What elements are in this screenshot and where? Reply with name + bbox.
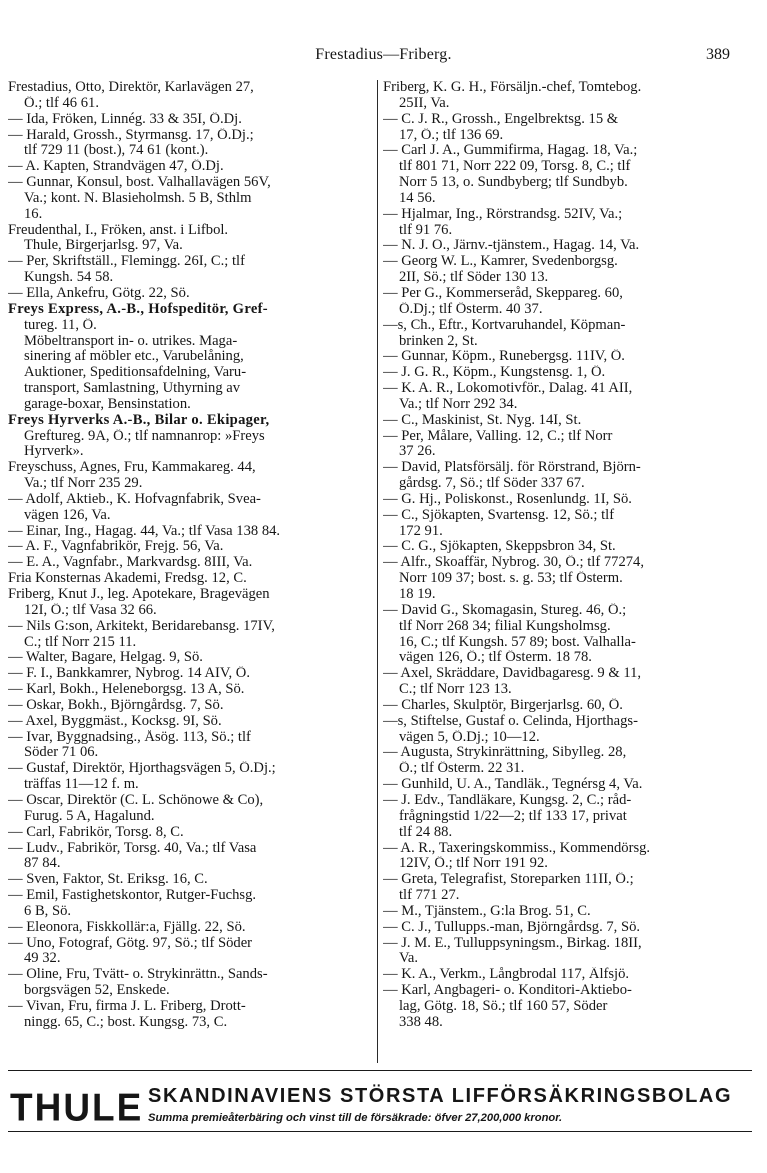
right-column-line: — N. J. O., Järnv.-tjänstem., Hagag. 14, Va. [383,238,640,254]
right-column-line: —s, Ch., Eftr., Kortvaruhandel, Köpman- [383,317,626,333]
left-column-line: — Ella, Ankefru, Götg. 22, Sö. [8,285,190,301]
left-column-line: Auktioner, Speditionsafdelning, Varu- [24,365,247,381]
footer-slogan: SKANDINAVIENS STÖRSTA LIFFÖRSÄKRINGSBOLAG [148,1085,733,1107]
left-column-line: sinering af möbler etc., Varubelåning, [24,349,244,365]
left-column-line: transport, Samlastning, Uthyrning av [24,381,241,397]
right-column-line: 16, C.; tlf Kungsh. 57 89; bost. Valhalla- [399,634,636,650]
left-column-line: — Oline, Fru, Tvätt- o. Strykinrättn., Sands- [8,967,268,983]
right-column-line: 2II, Sö.; tlf Söder 130 13. [399,270,549,286]
right-column-line: Ö.; tlf Österm. 22 31. [399,761,525,777]
left-column-line: — Walter, Bagare, Helgag. 9, Sö. [8,650,203,666]
right-column-line: 37 26. [399,444,436,460]
footer-rule-bottom [8,1131,752,1132]
left-column-line: Kungsh. 54 58. [24,270,114,286]
right-column-line: — C. J. R., Grossh., Engelbrektsg. 15 & [383,111,619,127]
right-column-line: tlf 801 71, Norr 222 09, Torsg. 8, C.; tlf [399,159,631,175]
left-column-line: — Ida, Fröken, Linnég. 33 & 35I, Ö.Dj. [8,111,242,127]
right-column-line: lag, Götg. 18, Sö.; tlf 160 57, Söder [399,998,608,1014]
left-column-line: — F. I., Bankkamrer, Nybrog. 14 AIV, Ö. [8,666,250,682]
left-column-line: 16. [24,206,43,222]
left-column-line: — Eleonora, Fiskkollär:a, Fjällg. 22, Sö. [8,919,246,935]
footer-rule-top [8,1070,752,1071]
right-column-line: — Gunhild, U. A., Tandläk., Tegnérsg 4, Va. [383,777,643,793]
right-column-line: —s, Stiftelse, Gustaf o. Celinda, Hjorthags- [383,713,638,729]
right-column-line: — A. R., Taxeringskommiss., Kommendörsg. [383,840,651,856]
left-column-line: 49 32. [24,951,61,967]
left-column-line: Va.; tlf Norr 235 29. [24,476,143,492]
left-column-line: — A. F., Vagnfabrikör, Frejg. 56, Va. [8,539,224,555]
left-column-line: Hyrverk». [24,444,84,460]
left-column-line: Möbeltransport in- o. utrikes. Maga- [24,333,238,349]
right-column-line: Va. [399,951,419,967]
column-divider [377,80,378,1063]
right-column-line: Norr 5 13, o. Sundbyberg; tlf Sundbyb. [399,175,628,191]
left-column-line: tureg. 11, Ö. [24,317,97,333]
right-column-line: — C. J., Tullupps.-man, Björngårdsg. 7, Sö. [383,919,641,935]
left-column-line: 12I, Ö.; tlf Vasa 32 66. [24,602,157,618]
left-column-line: — Emil, Fastighetskontor, Rutger-Fuchsg. [8,888,257,904]
left-column-line: Freyschuss, Agnes, Fru, Kammakareg. 44, [8,460,256,476]
left-column-line: — Harald, Grossh., Styrmansg. 17, Ö.Dj.; [8,127,254,143]
right-column-line: — Hjalmar, Ing., Rörstrandsg. 52IV, Va.; [383,206,623,222]
left-column-line: — E. A., Vagnfabr., Markvardsg. 8III, Va. [8,555,253,571]
left-column-line: 87 84. [24,856,61,872]
right-column-line: Ö.Dj.; tlf Österm. 40 37. [399,301,543,317]
left-column-line: Freys Hyrverks A.-B., Bilar o. Ekipager, [8,412,270,428]
left-column-line: Freudenthal, I., Fröken, anst. i Lifbol. [8,222,229,238]
right-column-line: vägen 5, Ö.Dj.; 10—12. [399,729,540,745]
left-column-line: Söder 71 06. [24,745,99,761]
right-column-line: 25II, Va. [399,95,450,111]
right-column-line: — Karl, Angbageri- o. Konditori-Aktiebo- [383,983,632,999]
right-column-line: — Carl J. A., Gummifirma, Hagag. 18, Va.; [383,143,638,159]
right-column-line: tlf Norr 268 34; filial Kungsholmsg. [399,618,611,634]
right-column-line: 12IV, Ö.; tlf Norr 191 92. [399,856,548,872]
right-column-line: — Greta, Telegrafist, Storeparken 11II, Ö.; [383,872,634,888]
right-column-line: — Gunnar, Köpm., Runebergsg. 11IV, Ö. [383,349,625,365]
right-column-line: — G. Hj., Poliskonst., Rosenlundg. 1I, Sö. [383,491,632,507]
left-column-line: — Sven, Faktor, St. Eriksg. 16, C. [8,872,208,888]
left-column-line: träffas 11—12 f. m. [24,777,139,793]
left-column-line: vägen 126, Va. [24,507,111,523]
left-column-line: — Oscar, Direktör (C. L. Schönowe & Co), [8,792,264,808]
footer-note: Summa premieåterbäring och vinst till de försäkrade: öfver 27,200,000 kronor. [148,1112,563,1124]
left-column-line: — Per, Skriftställ., Flemingg. 26I, C.; tlf [8,254,245,270]
right-column-line: vägen 126, Ö.; tlf Österm. 18 78. [399,650,592,666]
left-column-line: — Carl, Fabrikör, Torsg. 8, C. [8,824,184,840]
left-column-line: — Karl, Bokh., Heleneborgsg. 13 A, Sö. [8,682,245,698]
right-column-line: tlf 771 27. [399,888,460,904]
right-column-line: — C., Sjökapten, Svartensg. 12, Sö.; tlf [383,507,615,523]
right-column-line: — J. Edv., Tandläkare, Kungsg. 2, C.; råd- [383,792,632,808]
left-column-line: — Uno, Fotograf, Götg. 97, Sö.; tlf Söder [8,935,253,951]
right-column-line: — Per G., Kommerseråd, Skeppareg. 60, [383,285,623,301]
page-header [0,46,767,68]
right-column-line: — M., Tjänstem., G:la Brog. 51, C. [383,903,591,919]
left-column-line: Freys Express, A.-B., Hofspeditör, Gref- [8,301,268,317]
left-column-line: — Nils G:son, Arkitekt, Beridarebansg. 17IV, [8,618,275,634]
left-column-line: — Ludv., Fabrikör, Torsg. 40, Va.; tlf Vasa [8,840,257,856]
left-column-line: — Gunnar, Konsul, bost. Valhallavägen 56V, [8,175,271,191]
left-column-line: — Einar, Ing., Hagag. 44, Va.; tlf Vasa 138 84. [8,523,281,539]
left-column-line: Greftureg. 9A, Ö.; tlf namnanrop: »Freys [24,428,265,444]
left-column-line: borgsvägen 52, Enskede. [24,983,170,999]
footer-brand: THULE [10,1085,144,1129]
right-column-line: — J. M. E., Tulluppsyningsm., Birkag. 18II, [383,935,642,951]
right-column-line: tlf 91 76. [399,222,453,238]
right-column-line: Norr 109 37; bost. s. g. 53; tlf Österm. [399,571,623,587]
right-column-line: — David, Platsförsälj. för Rörstrand, Björn- [383,460,641,476]
left-column-line: Fria Konsternas Akademi, Fredsg. 12, C. [8,571,247,587]
right-column-line: 14 56. [399,190,436,206]
right-column [383,80,753,1031]
left-column [8,80,375,1031]
left-column-line: — Ivar, Byggnadsing., Åsög. 113, Sö.; tlf [8,729,251,745]
left-column-line: — Oskar, Bokh., Björngårdsg. 7, Sö. [8,697,224,713]
right-column-line: — David G., Skomagasin, Stureg. 46, Ö.; [383,602,627,618]
left-column-line: 6 B, Sö. [24,903,72,919]
right-column-line: gårdsg. 7, Sö.; tlf Söder 337 67. [399,476,585,492]
left-column-line: Frestadius, Otto, Direktör, Karlavägen 27, [8,80,254,95]
right-column-line: 172 91. [399,523,443,539]
right-column-line: frågningstid 1/22—2; tlf 133 17, privat [399,808,627,824]
running-title: Frestadius—Friberg. [315,46,452,63]
right-column-line: 338 48. [399,1014,443,1030]
left-column-line: garage-boxar, Bensinstation. [24,396,191,412]
left-column-line: ningg. 65, C.; bost. Kungsg. 73, C. [24,1014,228,1030]
left-column-line: Ö.; tlf 46 61. [24,95,99,111]
left-column-line: — Gustaf, Direktör, Hjorthagsvägen 5, Ö.Dj.; [8,761,276,777]
right-column-line: tlf 24 88. [399,824,453,840]
right-column-line: Va.; tlf Norr 292 34. [399,396,518,412]
left-column-line: Friberg, Knut J., leg. Apotekare, Bragevägen [8,587,270,602]
right-column-line: — K. A. R., Lokomotivför., Dalag. 41 AII, [383,381,633,397]
right-column-line: — Charles, Skulptör, Birgerjarlsg. 60, Ö. [383,697,623,713]
right-column-line: 17, Ö.; tlf 136 69. [399,127,504,143]
left-column-line: Va.; kont. N. Blasieholmsh. 5 B, Sthlm [24,190,252,206]
right-column-line: Friberg, K. G. H., Försäljn.-chef, Tomtebog. [383,80,642,95]
page-number: 389 [706,46,730,63]
left-column-line: Thule, Birgerjarlsg. 97, Va. [24,238,183,254]
right-column-line: — K. A., Verkm., Långbrodal 117, Älfsjö. [383,967,630,983]
right-column-line: — C., Maskinist, St. Nyg. 14I, St. [383,412,582,428]
left-column-line: — A. Kapten, Strandvägen 47, Ö.Dj. [8,159,224,175]
right-column-line: brinken 2, St. [399,333,478,349]
left-column-line: Furug. 5 A, Hagalund. [24,808,155,824]
right-column-line: 18 19. [399,587,436,602]
right-column-line: — C. G., Sjökapten, Skeppsbron 34, St. [383,539,616,555]
left-column-line: tlf 729 11 (bost.), 74 61 (kont.). [24,143,209,159]
left-column-line: — Vivan, Fru, firma J. L. Friberg, Drott- [8,998,246,1014]
right-column-line: — J. G. R., Köpm., Kungstensg. 1, Ö. [383,365,606,381]
advertisement-footer [8,1081,752,1131]
right-column-line: — Georg W. L., Kamrer, Svedenborgsg. [383,254,618,270]
right-column-line: — Augusta, Strykinrättning, Sibylleg. 28, [383,745,627,761]
right-column-line: — Axel, Skräddare, Davidbagaresg. 9 & 11, [383,666,642,682]
left-column-line: — Axel, Byggmäst., Kocksg. 9I, Sö. [8,713,222,729]
right-column-line: — Per, Målare, Valling. 12, C.; tlf Norr [383,428,613,444]
right-column-line: C.; tlf Norr 123 13. [399,682,512,698]
right-column-line: — Alfr., Skoaffär, Nybrog. 30, Ö.; tlf 77274, [383,555,644,571]
left-column-line: C.; tlf Norr 215 11. [24,634,137,650]
left-column-line: — Adolf, Aktieb., K. Hofvagnfabrik, Svea- [8,491,261,507]
